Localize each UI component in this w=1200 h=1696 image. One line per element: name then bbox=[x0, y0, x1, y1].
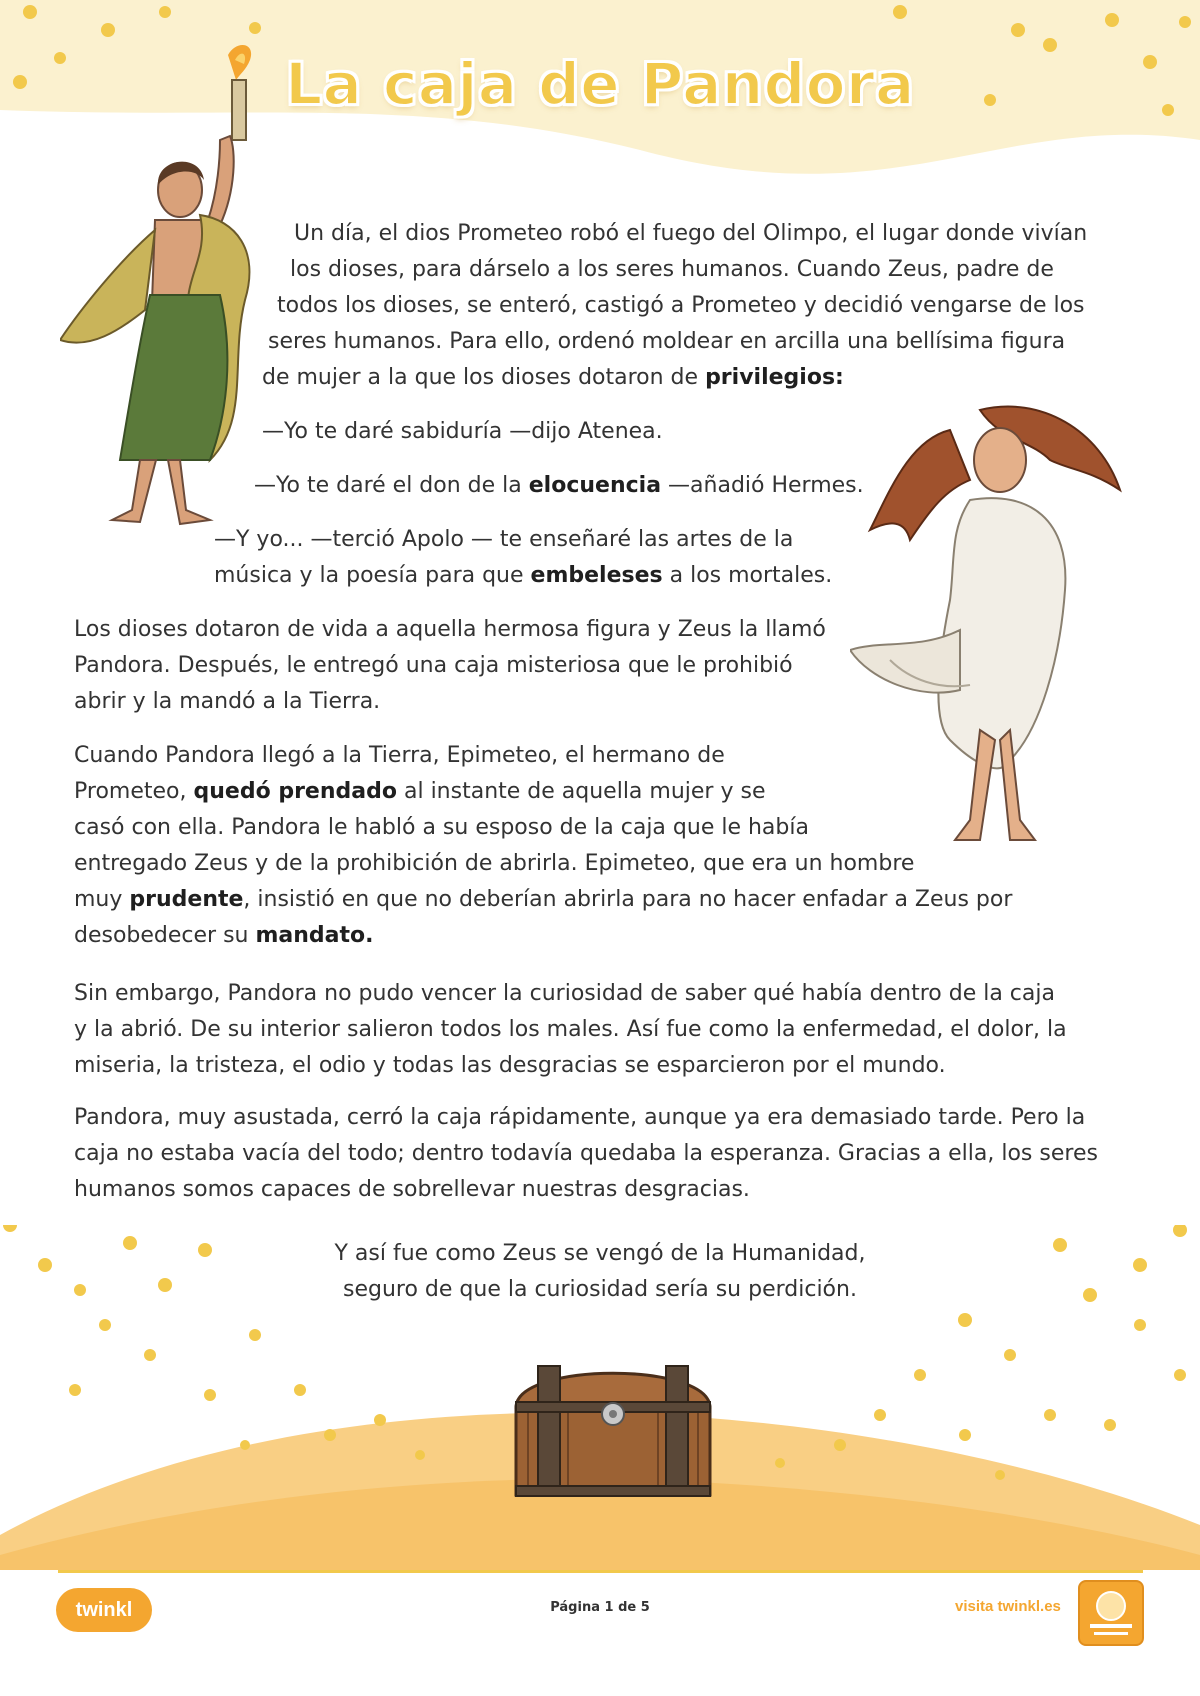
keyword-elocuencia: elocuencia bbox=[528, 473, 662, 498]
text-line: Los dioses dotaron de vida a aquella hermosa figura y Zeus la llamó bbox=[74, 617, 826, 642]
text-line: caja no estaba vacía del todo; dentro todavía quedaba la esperanza. Gracias a ella, los seres bbox=[74, 1141, 1098, 1166]
text-line: los dioses, para dárselo a los seres humanos. Cuando Zeus, padre de bbox=[290, 257, 1054, 282]
page-number: Página 1 de 5 bbox=[550, 1600, 650, 1615]
text-line: Cuando Pandora llegó a la Tierra, Epimeteo, el hermano de bbox=[74, 743, 725, 768]
text-line: casó con ella. Pandora le habló a su esposo de la caja que le había bbox=[74, 815, 809, 840]
text-line: Pandora, muy asustada, cerró la caja rápidamente, aunque ya era demasiado tarde. Pero la bbox=[74, 1105, 1086, 1130]
keyword-prudente: prudente bbox=[129, 887, 244, 912]
text-line: abrir y la mandó a la Tierra. bbox=[74, 689, 381, 714]
text-line: Un día, el dios Prometeo robó el fuego del Olimpo, el lugar donde vivían bbox=[294, 221, 1088, 246]
dialogue-atenea: —Yo te daré sabiduría —dijo Atenea. bbox=[262, 419, 663, 444]
text-line: miseria, la tristeza, el odio y todas las desgracias se esparcieron por el mundo. bbox=[74, 1053, 946, 1078]
text-line: desobedecer su mandato. bbox=[74, 923, 374, 948]
keyword-embeleses: embeleses bbox=[530, 563, 663, 588]
keyword-privilegios: privilegios: bbox=[705, 365, 844, 390]
text-line: entregado Zeus y de la prohibición de abrirla. Epimeteo, que era un hombre bbox=[74, 851, 915, 876]
ending-line: seguro de que la curiosidad sería su perdición. bbox=[343, 1277, 857, 1302]
keyword-mandato: mandato. bbox=[255, 923, 374, 948]
text-line: Pandora. Después, le entregó una caja misteriosa que le prohibió bbox=[74, 653, 793, 678]
footer-divider bbox=[58, 1570, 1143, 1573]
pandora-illustration bbox=[850, 400, 1170, 850]
text-line: Prometeo, quedó prendado al instante de aquella mujer y se bbox=[74, 779, 766, 804]
page-title: La caja de Pandora bbox=[285, 50, 915, 118]
text-line: muy prudente, insistió en que no deberían abrirla para no hacer enfadar a Zeus por bbox=[74, 887, 1013, 912]
text-line: de mujer a la que los dioses dotaron de privilegios: bbox=[262, 365, 844, 390]
text-line: y la abrió. De su interior salieron todos los males. Así fue como la enfermedad, el dolor, la bbox=[74, 1017, 1067, 1042]
twinkl-logo[interactable]: twinkl bbox=[56, 1588, 152, 1632]
text-line: Sin embargo, Pandora no pudo vencer la curiosidad de saber qué había dentro de la caja bbox=[74, 981, 1055, 1006]
ending-line: Y así fue como Zeus se vengó de la Humanidad, bbox=[334, 1241, 866, 1266]
dialogue-apolo-cont: música y la poesía para que embeleses a los mortales. bbox=[214, 563, 833, 588]
treasure-chest-illustration bbox=[508, 1352, 718, 1502]
keyword-quedo-prendado: quedó prendado bbox=[193, 779, 397, 804]
text-line: humanos somos capaces de sobrellevar nuestras desgracias. bbox=[74, 1177, 750, 1202]
visit-twinkl-link[interactable]: visita twinkl.es bbox=[955, 1598, 1061, 1615]
dialogue-apolo: —Y yo... —terció Apolo — te enseñaré las artes de la bbox=[214, 527, 794, 552]
quality-approved-badge bbox=[1078, 1580, 1144, 1646]
text-line: todos los dioses, se enteró, castigó a Prometeo y decidió vengarse de los bbox=[277, 293, 1085, 318]
dialogue-hermes: —Yo te daré el don de la elocuencia —añadió Hermes. bbox=[254, 473, 864, 498]
text-line: seres humanos. Para ello, ordenó moldear en arcilla una bellísima figura bbox=[268, 329, 1066, 354]
